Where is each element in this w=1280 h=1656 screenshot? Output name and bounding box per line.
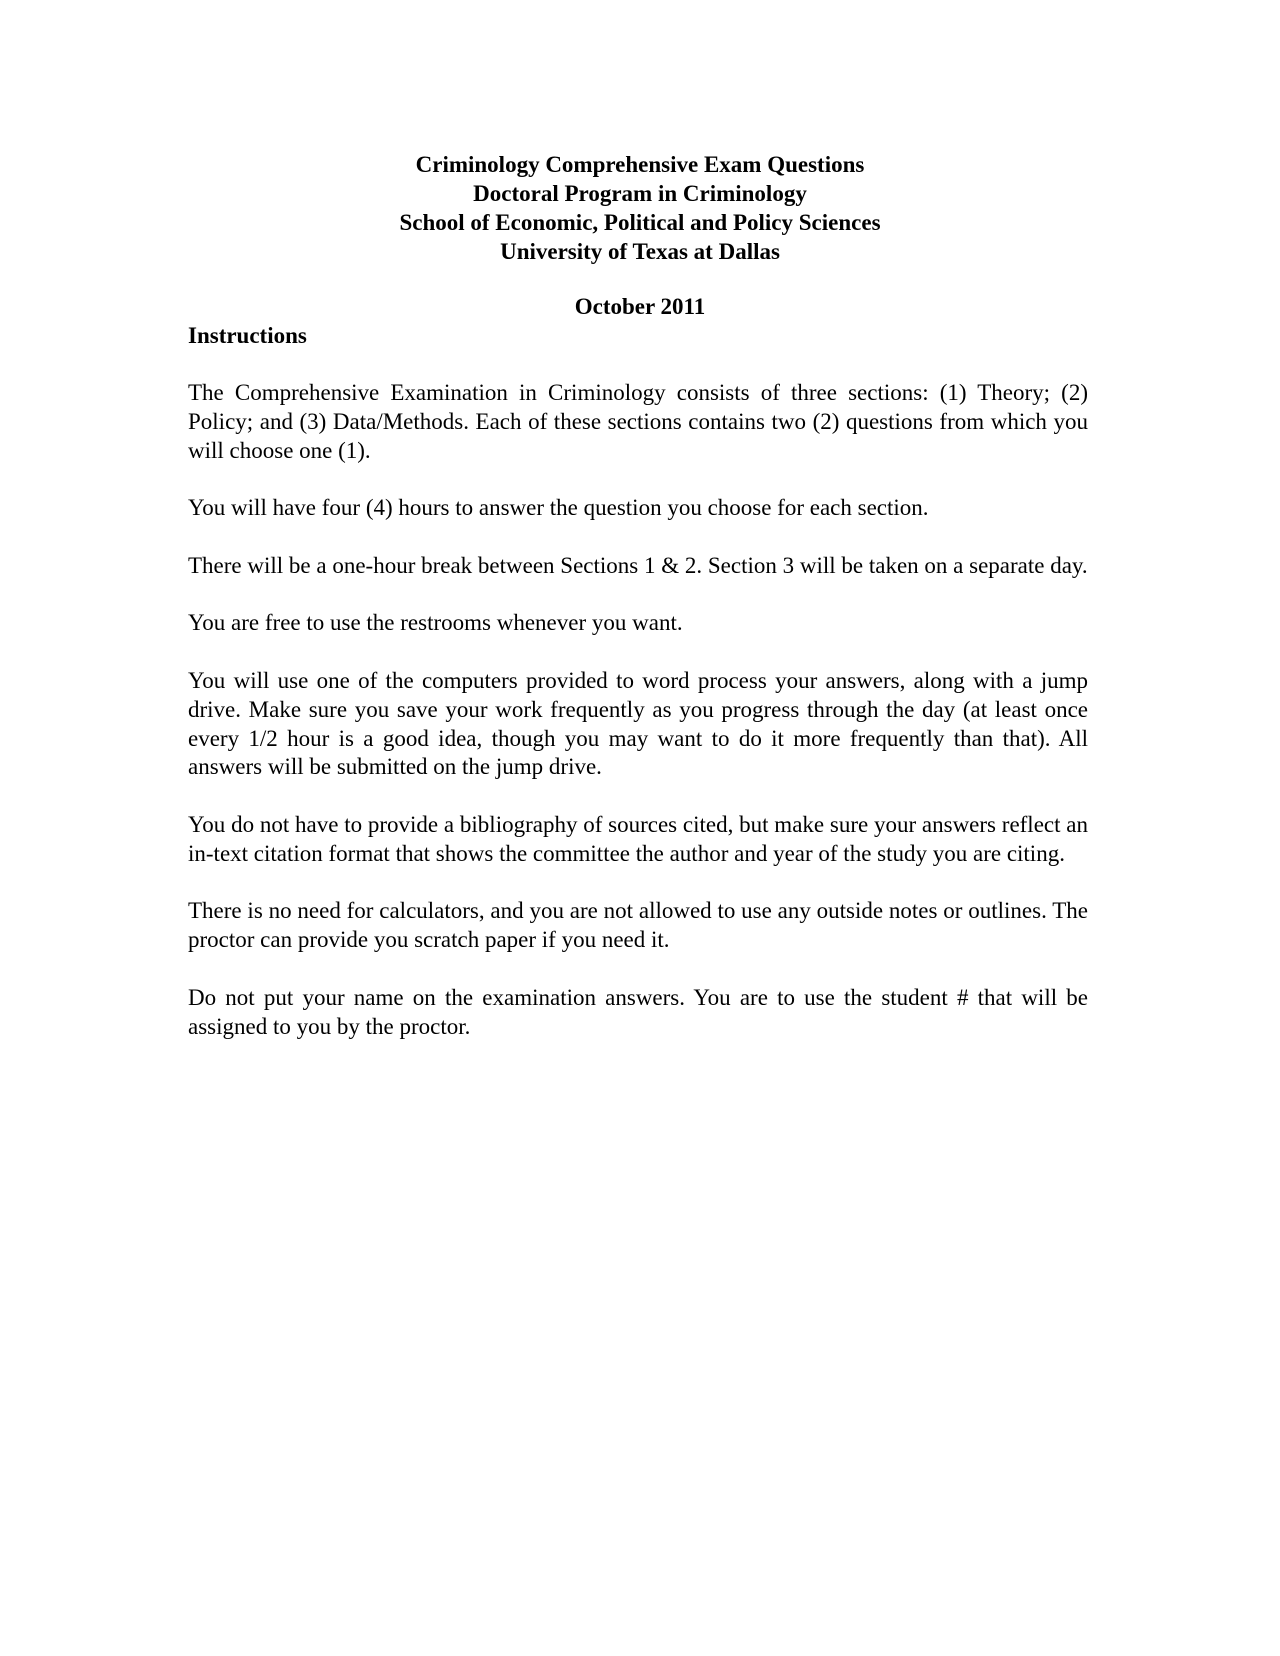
instruction-paragraph-computers: You will use one of the computers provided to word process your answers, along with a jump drive. Make sure you save your work frequently as you progress through the day (at least once every 1/2 hour is a good idea, though you may want to do it more frequently than that). All answers will be submitted on the jump drive.	[188, 667, 1088, 780]
instruction-paragraph-materials: There is no need for calculators, and you are not allowed to use any outside notes or outlines. The proctor can provide you scratch paper if you need it.	[188, 898, 1088, 953]
header-university: University of Texas at Dallas	[500, 239, 780, 264]
instructions-body	[188, 379, 1088, 1070]
instructions-heading: Instructions	[188, 323, 307, 348]
header-program: Doctoral Program in Criminology	[473, 181, 807, 206]
instruction-paragraph-sections: The Comprehensive Examination in Criminology consists of three sections: (1) Theory; (2) Policy; and (3) Data/Methods. Each of these sections contains two (2) questions from which you will choose one (1).	[188, 380, 1088, 463]
document-header	[0, 150, 1280, 266]
instruction-paragraph-citations: You do not have to provide a bibliography of sources cited, but make sure your answers reflect an in-text citation format that shows the committee the author and year of the study you are citing.	[188, 811, 1088, 866]
header-school: School of Economic, Political and Policy Sciences	[399, 210, 881, 235]
instruction-paragraph-restrooms: You are free to use the restrooms whenever you want.	[188, 610, 683, 636]
header-title: Criminology Comprehensive Exam Questions	[415, 152, 865, 177]
document-date: October 2011	[574, 294, 706, 319]
instruction-paragraph-break: There will be a one-hour break between Sections 1 & 2. Section 3 will be taken on a separate day.	[188, 552, 1088, 578]
instruction-paragraph-anonymity: Do not put your name on the examination answers. You are to use the student # that will be assigned to you by the proctor.	[188, 984, 1088, 1039]
instruction-paragraph-time: You will have four (4) hours to answer the question you choose for each section.	[188, 495, 929, 521]
